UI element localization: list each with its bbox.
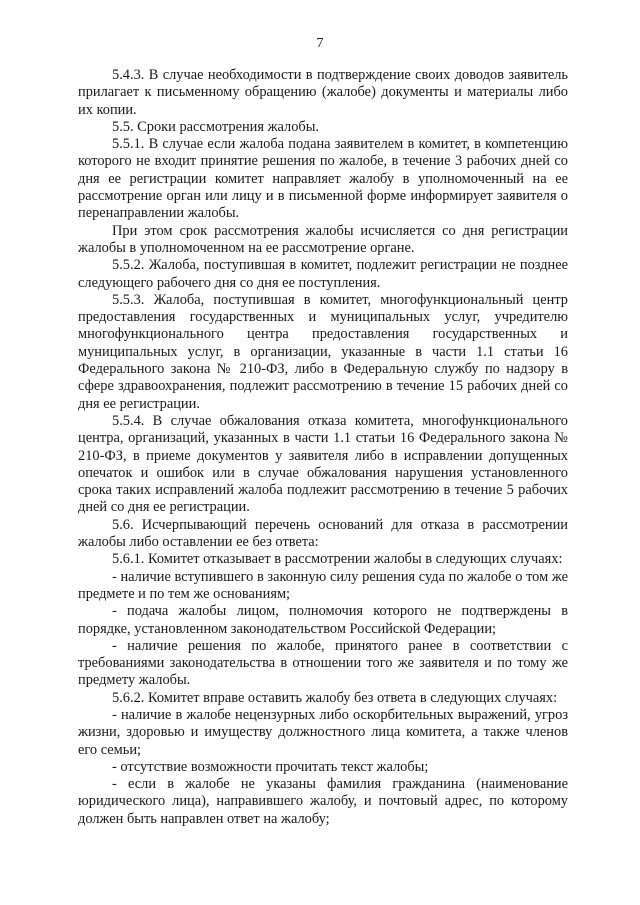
list-item: - наличие решения по жалобе, принятого ранее в соответствии с требованиями законодательства в отношении того же заявителя и по тому же предмету жалобы. bbox=[78, 637, 568, 689]
paragraph-5-5-4: 5.5.4. В случае обжалования отказа комитета, многофункционального центра, организаций, указанных в части 1.1 статьи 16 Федерального закона № 210-ФЗ, в приеме документов у заявителя либо в исправлении допущенных опечаток и ошибок или в случае обжалования нарушения установленного срока таких исправлений жалоба подлежит рассмотрению в течение 5 рабочих дней со дня ее регистрации. bbox=[78, 412, 568, 516]
paragraph-5-5-heading: 5.5. Сроки рассмотрения жалобы. bbox=[112, 118, 320, 135]
document-body bbox=[78, 67, 568, 828]
paragraph-5-6-1: 5.6.1. Комитет отказывает в рассмотрении жалобы в следующих случаях: bbox=[112, 551, 563, 568]
list-item: - если в жалобе не указаны фамилия гражданина (наименование юридического лица), направившего жалобу, и почтовый адрес, по которому должен быть направлен ответ на жалобу; bbox=[78, 776, 568, 827]
list-item: - отсутствие возможности прочитать текст жалобы; bbox=[112, 758, 429, 775]
paragraph-5-5-2: 5.5.2. Жалоба, поступившая в комитет, подлежит регистрации не позднее следующего рабочего дня со дня ее поступления. bbox=[78, 257, 568, 291]
paragraph-5-5-1-note: При этом срок рассмотрения жалобы исчисляется со дня регистрации жалобы в уполномоченном на ее рассмотрение органе. bbox=[78, 222, 568, 256]
paragraph-5-5-1: 5.5.1. В случае если жалоба подана заявителем в комитет, в компетенцию которого не входит принятие решения по жалобе, в течение 3 рабочих дней со дня ее регистрации комитет направляет жалобу в уполномоченный на ее рассмотрение орган или лицу и в письменной форме информирует заявителя о перенаправлении жалобы. bbox=[78, 136, 568, 222]
list-item: - наличие вступившего в законную силу решения суда по жалобе о том же предмете и по тем же основаниям; bbox=[78, 568, 568, 602]
paragraph-5-6-2: 5.6.2. Комитет вправе оставить жалобу без ответа в следующих случаях: bbox=[112, 689, 558, 706]
list-item: - подача жалобы лицом, полномочия которого не подтверждены в порядке, установленном законодательством Российской Федерации; bbox=[78, 603, 568, 637]
list-item: - наличие в жалобе нецензурных либо оскорбительных выражений, угроз жизни, здоровью и имуществу должностного лица комитета, а также членов его семьи; bbox=[78, 706, 568, 758]
page-number: 7 bbox=[316, 36, 324, 51]
paragraph-5-6: 5.6. Исчерпывающий перечень оснований для отказа в рассмотрении жалобы либо оставлении ее без ответа: bbox=[78, 516, 568, 551]
paragraph-5-4-3: 5.4.3. В случае необходимости в подтверждение своих доводов заявитель прилагает к письменному обращению (жалобе) документы и материалы либо их копии. bbox=[78, 67, 568, 118]
paragraph-5-5-3: 5.5.3. Жалоба, поступившая в комитет, многофункциональный центр предоставления государственных и муниципальных услуг, учредителю многофункционального центра предоставления государственных и муниципальных услуг, в организации, указанные в части 1.1 статьи 16 Федерального закона № 210-ФЗ, либо в Федеральную службу по надзору в сфере здравоохранения, подлежит рассмотрению в течение 15 рабочих дней со дня ее регистрации. bbox=[78, 291, 568, 412]
